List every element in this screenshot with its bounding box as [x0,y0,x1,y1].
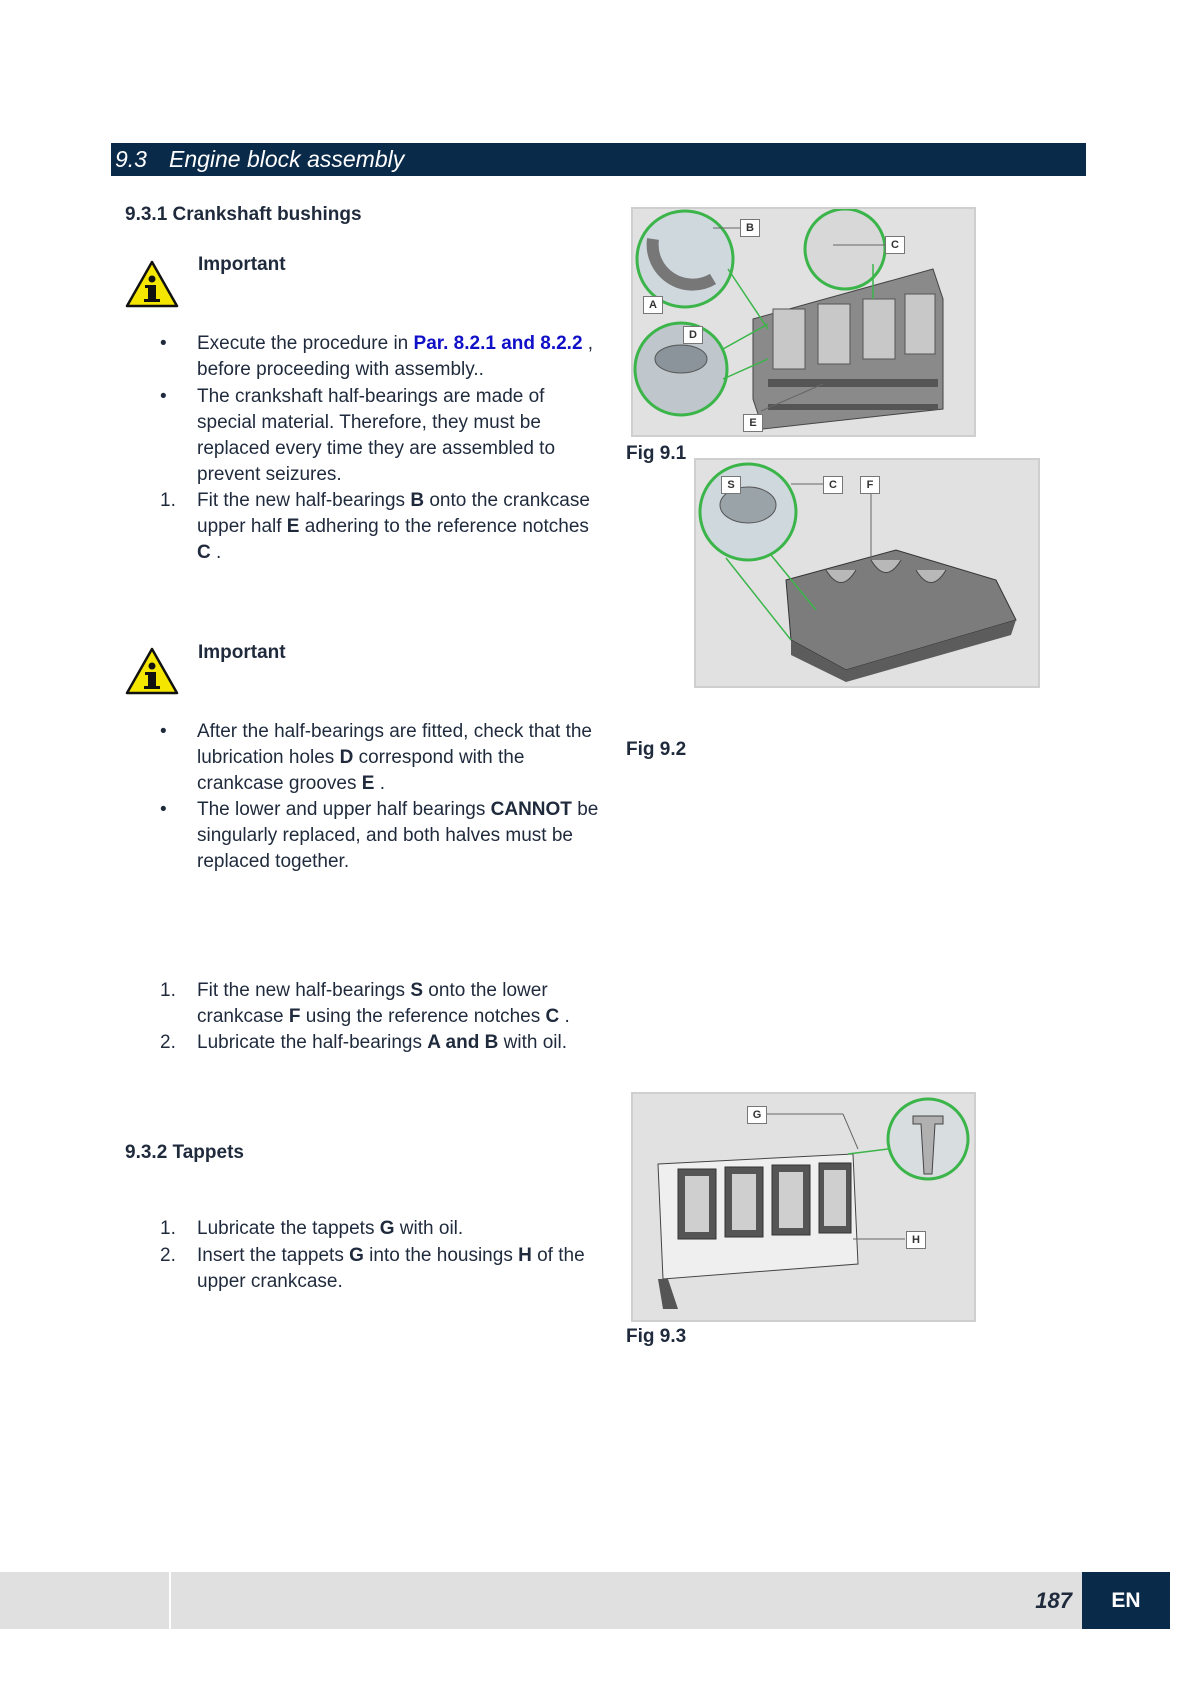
figure-caption: Fig 9.1 [626,443,687,464]
figure-engine-block-lower [694,458,1040,688]
figure-caption: Fig 9.2 [626,739,687,760]
info-warning-icon [124,646,180,696]
bullet: • [160,799,167,820]
footer-divider [169,1572,171,1629]
page-number: 187 [1035,1588,1072,1613]
subsection-title-tappets: 9.3.2 Tappets [125,1142,244,1163]
bullet: • [160,721,167,742]
info-warning-icon [124,259,180,309]
page-footer [0,1572,1082,1629]
engine-block-illustration [633,209,974,435]
callout-label: S [721,476,741,494]
important-label: Important [198,642,286,663]
callout-label: C [823,476,843,494]
section-title: Engine block assembly [168,146,405,172]
callout-label: B [740,219,760,237]
callout-label: H [906,1231,926,1249]
subsection-title-crankshaft: 9.3.1 Crankshaft bushings [125,204,362,225]
cross-reference-link[interactable]: Par. 8.2.1 and 8.2.2 [413,333,583,354]
figure-engine-block-upper [631,207,976,437]
callout-label: D [683,326,703,344]
section-header-bar [111,143,1086,176]
figure-caption: Fig 9.3 [626,1326,687,1347]
bullet: • [160,333,167,354]
callout-label: G [747,1106,767,1124]
callout-label: A [643,296,663,314]
language-tab: EN [1082,1572,1170,1629]
callout-label: E [743,414,763,432]
bullet: • [160,386,167,407]
callout-label: C [885,236,905,254]
figure-tappets [631,1092,976,1322]
tappets-illustration [633,1094,974,1320]
section-number: 9.3 [115,146,147,172]
important-label: Important [198,254,286,275]
callout-label: F [860,476,880,494]
